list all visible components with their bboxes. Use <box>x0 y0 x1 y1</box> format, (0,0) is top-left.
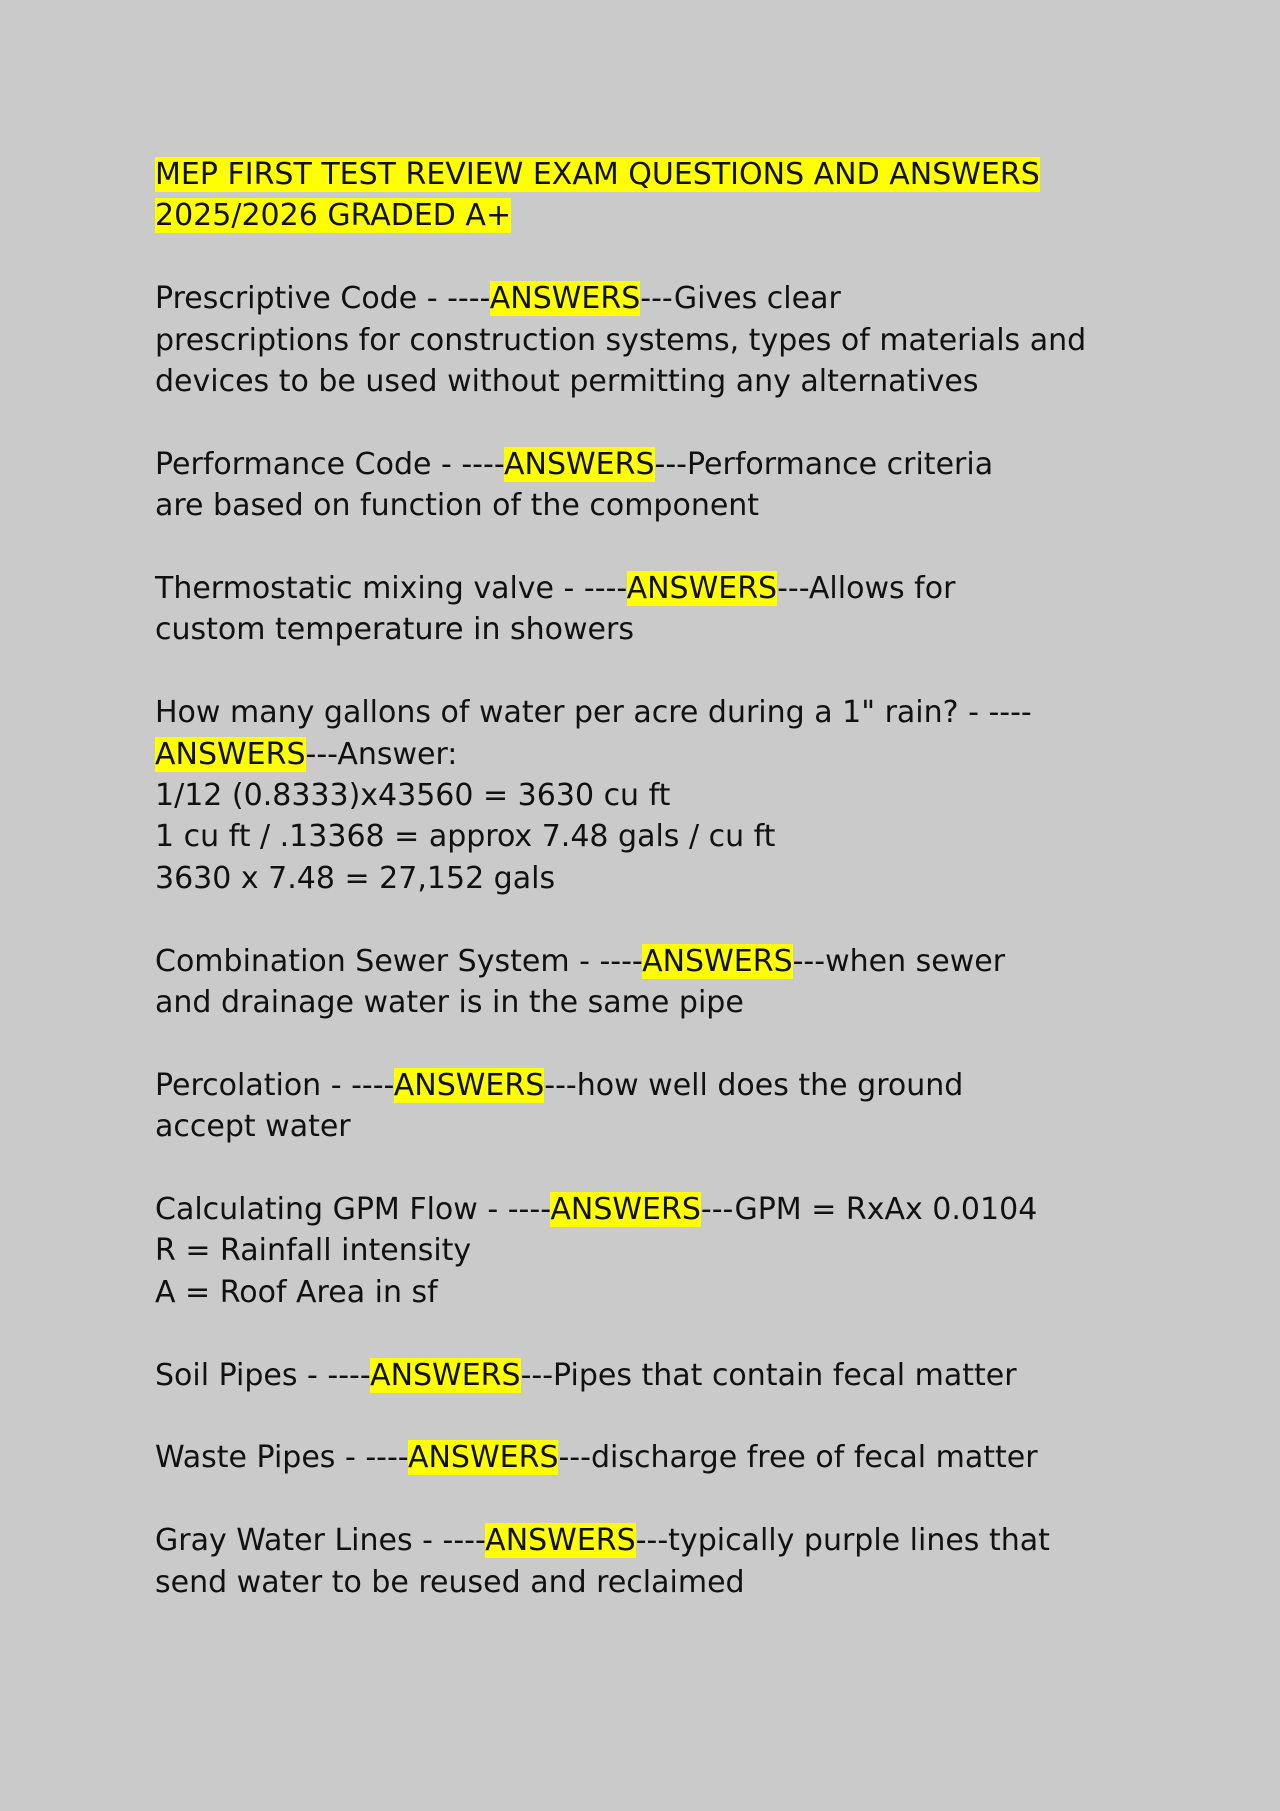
qa-line: Gray Water Lines - ----ANSWERS---typically purple lines that <box>155 1523 1050 1559</box>
qa-term: Performance Code <box>155 446 432 482</box>
qa-term: How many gallons of water per acre during a 1" rain? <box>155 695 959 731</box>
answer-text: 3630 x 7.48 = 27,152 gals <box>155 860 556 896</box>
answer-text: typically purple lines that <box>668 1523 1050 1559</box>
qa-line: Combination Sewer System - ----ANSWERS---when sewer <box>155 943 1006 979</box>
answer-text: when sewer <box>825 943 1006 979</box>
answer-text: how well does the ground <box>576 1067 964 1103</box>
qa-entry <box>155 692 1135 899</box>
qa-entry <box>155 278 1135 402</box>
qa-term: Gray Water Lines <box>155 1523 413 1559</box>
answer-text: Allows for <box>808 571 956 607</box>
document-content <box>155 154 1135 1644</box>
qa-text <box>155 692 1135 899</box>
qa-text <box>155 1520 1135 1603</box>
qa-term: Combination Sewer System <box>155 943 570 979</box>
answer-text: Gives clear <box>673 281 841 317</box>
answer-text: A = Roof Area in sf <box>155 1274 438 1310</box>
answer-marker: ANSWERS <box>407 1440 559 1476</box>
answer-marker: ANSWERS <box>393 1067 545 1103</box>
answer-marker: ANSWERS <box>489 281 641 317</box>
qa-term: Calculating GPM Flow <box>155 1192 478 1228</box>
qa-entry <box>155 941 1135 1024</box>
answer-marker: ANSWERS <box>504 446 655 482</box>
answer-marker: ANSWERS <box>642 943 793 979</box>
qa-text <box>155 941 1135 1024</box>
qa-text <box>155 278 1135 402</box>
answer-text: devices to be used without permitting any alternatives <box>155 364 979 400</box>
qa-entry <box>155 444 1135 527</box>
qa-term: Percolation <box>155 1067 322 1103</box>
qa-entry <box>155 1065 1135 1148</box>
document-title <box>155 154 1135 237</box>
qa-entry <box>155 1355 1135 1396</box>
answer-marker: ANSWERS <box>626 571 778 607</box>
qa-term: Prescriptive Code <box>155 281 418 317</box>
qa-line: ANSWERS---Answer: <box>155 736 458 772</box>
answer-text: 1 cu ft / .13368 = approx 7.48 gals / cu ft <box>155 819 776 855</box>
qa-text <box>155 568 1135 651</box>
answer-text: prescriptions for construction systems, types of materials and <box>155 322 1087 358</box>
qa-list <box>155 278 1135 1603</box>
answer-text: are based on function of the component <box>155 488 760 524</box>
title-line-2: 2025/2026 GRADED A+ <box>155 198 512 234</box>
answer-marker: ANSWERS <box>370 1357 521 1393</box>
answer-marker: ANSWERS <box>550 1192 701 1228</box>
answer-marker: ANSWERS <box>155 736 306 772</box>
answer-text: and drainage water is in the same pipe <box>155 985 744 1021</box>
qa-line: Performance Code - ----ANSWERS---Performance criteria <box>155 446 994 482</box>
qa-term: Waste Pipes <box>155 1440 336 1476</box>
qa-text <box>155 1437 1135 1478</box>
answer-text: Answer: <box>337 736 458 772</box>
qa-text <box>155 1189 1135 1313</box>
answer-text: Pipes that contain fecal matter <box>553 1357 1017 1393</box>
answer-text: Performance criteria <box>687 446 994 482</box>
answer-text: custom temperature in showers <box>155 612 634 648</box>
answer-text: send water to be reused and reclaimed <box>155 1564 745 1600</box>
qa-line: How many gallons of water per acre during a 1" rain? - ---- <box>155 695 1032 731</box>
qa-entry <box>155 1189 1135 1313</box>
qa-entry <box>155 1520 1135 1603</box>
answer-marker: ANSWERS <box>485 1523 636 1559</box>
qa-text <box>155 444 1135 527</box>
qa-line: Soil Pipes - ----ANSWERS---Pipes that contain fecal matter <box>155 1357 1017 1393</box>
qa-entry <box>155 568 1135 651</box>
qa-line: Waste Pipes - ----ANSWERS---discharge free of fecal matter <box>155 1440 1038 1476</box>
answer-text: discharge free of fecal matter <box>590 1440 1038 1476</box>
answer-text: accept water <box>155 1109 351 1145</box>
answer-text: GPM = RxAx 0.0104 <box>734 1192 1038 1228</box>
qa-line: Calculating GPM Flow - ----ANSWERS---GPM = RxAx 0.0104 <box>155 1192 1038 1228</box>
qa-entry <box>155 1437 1135 1478</box>
answer-text: R = Rainfall intensity <box>155 1233 472 1269</box>
qa-term: Thermostatic mixing valve <box>155 571 555 607</box>
answer-text: 1/12 (0.8333)x43560 = 3630 cu ft <box>155 778 671 814</box>
qa-text <box>155 1065 1135 1148</box>
title-line-1: MEP FIRST TEST REVIEW EXAM QUESTIONS AND ANSWERS <box>155 157 1040 192</box>
qa-term: Soil Pipes <box>155 1357 298 1393</box>
qa-line: Prescriptive Code - ----ANSWERS---Gives clear <box>155 281 841 317</box>
qa-line: Percolation - ----ANSWERS---how well does the ground <box>155 1067 964 1103</box>
qa-line: Thermostatic mixing valve - ----ANSWERS---Allows for <box>155 571 956 607</box>
qa-text <box>155 1355 1135 1396</box>
